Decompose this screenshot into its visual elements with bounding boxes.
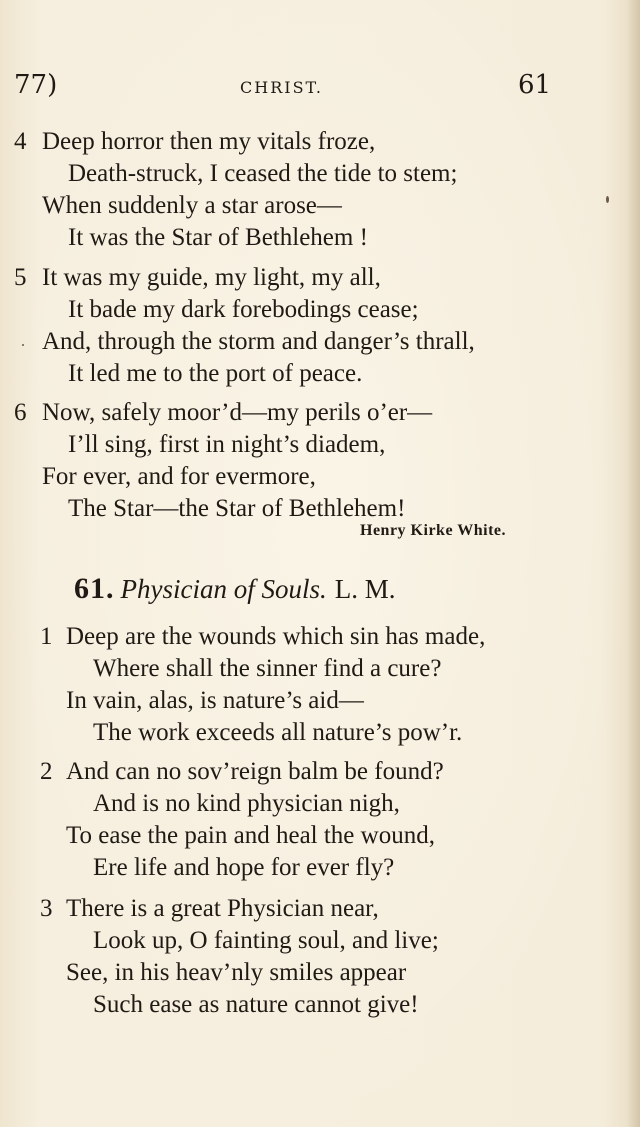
- verse-line: To ease the pain and heal the wound,: [66, 822, 435, 849]
- verse-line: It was my guide, my light, my all,: [42, 264, 381, 291]
- stanza-number: 2: [40, 758, 53, 785]
- verse-line: There is a great Physician near,: [66, 895, 379, 922]
- verse-line: Deep are the wounds which sin has made,: [66, 623, 486, 650]
- verse-line: Now, safely moor’d—my perils o’er—: [42, 399, 433, 426]
- verse-line: And can no sov’reign balm be found?: [66, 758, 444, 785]
- hymn-number: 61.: [74, 572, 115, 605]
- verse-line: And, through the storm and danger’s thrall,: [42, 328, 475, 355]
- page-number: 61: [518, 70, 552, 100]
- verse-line: The work exceeds all nature’s pow’r.: [93, 719, 463, 746]
- stanza-number: 4: [14, 128, 27, 155]
- verse-line: It was the Star of Bethlehem !: [68, 224, 368, 251]
- verse-line: Death-struck, I ceased the tide to stem;: [68, 160, 458, 187]
- verse-line: Where shall the sinner find a cure?: [93, 655, 442, 682]
- stanza-number: 1: [40, 623, 53, 650]
- verse-line: I’ll sing, first in night’s diadem,: [68, 431, 386, 458]
- hymn-title: Physician of Souls.: [120, 574, 327, 604]
- verse-line: When suddenly a star arose—: [42, 192, 342, 219]
- running-title: CHRIST.: [240, 78, 323, 97]
- paper-speck: [22, 344, 24, 346]
- verse-line: See, in his heav’nly smiles appear: [66, 959, 407, 986]
- verse-line: Look up, O fainting soul, and live;: [93, 927, 439, 954]
- verse-line: In vain, alas, is nature’s aid—: [66, 687, 364, 714]
- verse-line: For ever, and for evermore,: [42, 463, 316, 490]
- hymn-meter: L. M.: [334, 574, 396, 604]
- verse-line: Ere life and hope for ever fly?: [93, 854, 395, 881]
- stanza-number: 5: [14, 264, 27, 291]
- stanza-number: 3: [40, 895, 53, 922]
- verse-line: Deep horror then my vitals froze,: [42, 128, 376, 155]
- paper-speck: [606, 196, 609, 203]
- verse-line: It led me to the port of peace.: [68, 360, 363, 387]
- verse-line: Such ease as nature cannot give!: [93, 991, 419, 1018]
- verse-line: And is no kind physician nigh,: [93, 790, 400, 817]
- verse-line: The Star—the Star of Bethlehem!: [68, 495, 406, 522]
- hymn-heading: [74, 572, 395, 606]
- verse-line: It bade my dark forebodings cease;: [68, 296, 419, 323]
- running-header: [0, 66, 640, 106]
- author-attribution: Henry Kirke White.: [360, 522, 507, 539]
- hymn-reference: 77): [14, 70, 58, 100]
- stanza-number: 6: [14, 399, 27, 426]
